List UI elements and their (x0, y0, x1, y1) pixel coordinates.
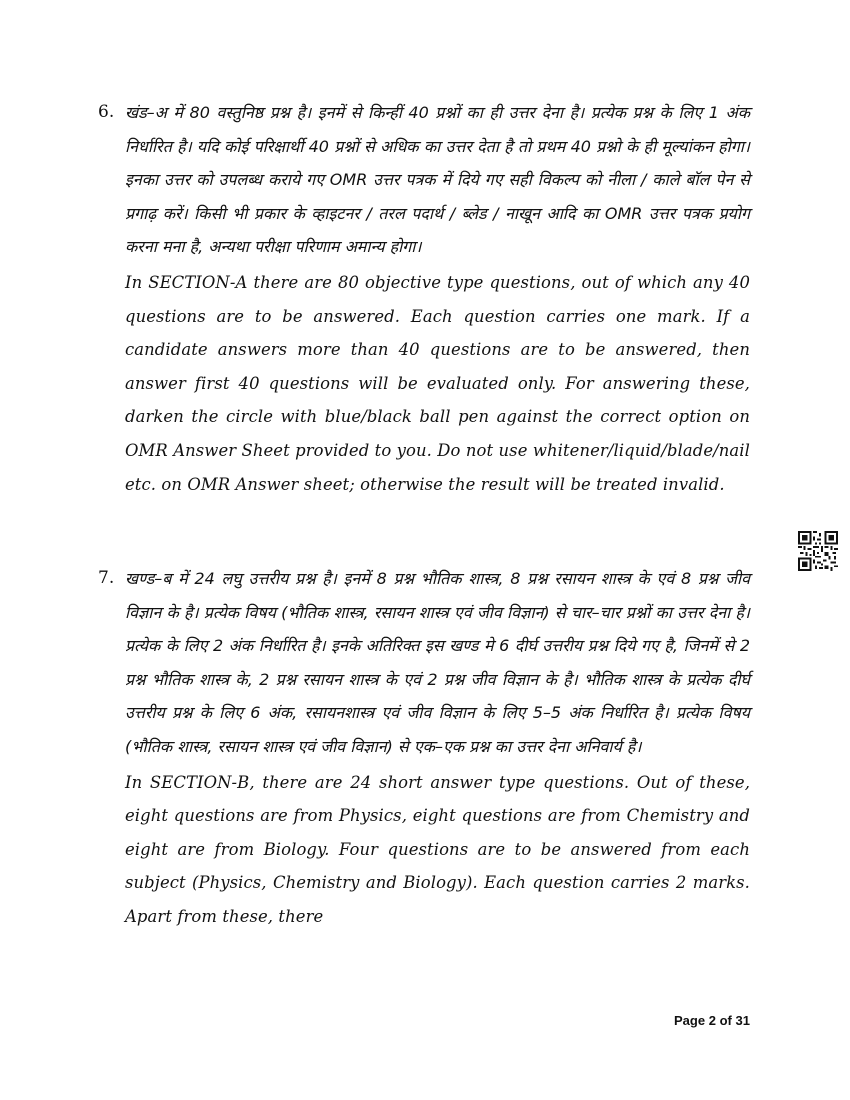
item-number: 7. (98, 568, 115, 588)
hindi-paragraph: खण्ड–ब में 24 लघु उत्तरीय प्रश्न है। इनमें 8 प्रश्न भौतिक शास्त्र, 8 प्रश्न रसायन शास्त्र के एवं 8 प्रश्न जीव विज्ञान के है। प्रत्येक विषय (भौतिक शास्त्र, रसायन शास्त्र एवं जीव विज्ञान) से चार–चार प्रश्नों का उत्तर देना है। प्रत्येक के लिए 2 अंक निर्धारित है। इनके अतिरिक्त इस खण्ड मे 6 दीर्घ उत्तरीय प्रश्न दिये गए है, जिनमें से 2 प्रश्न भौतिक शास्त्र के, 2 प्रश्न रसायन शास्त्र के एवं 2 प्रश्न जीव विज्ञान के है। भौतिक शास्त्र के प्रत्येक दीर्घ उत्तरीय प्रश्न के लिए 6 अंक, रसायनशास्त्र एवं जीव विज्ञान के लिए 5–5 अंक निर्धारित है। प्रत्येक विषय (भौतिक शास्त्र, रसायन शास्त्र एवं जीव विज्ञान) से एक–एक प्रश्न का उत्तर देना अनिवार्य है। (125, 569, 750, 756)
hindi-paragraph: खंड–अ में 80 वस्तुनिष्ठ प्रश्न है। इनमें से किन्हीं 40 प्रश्नों का ही उत्तर देना है। प्रत्येक प्रश्न के लिए 1 अंक निर्धारित है। यदि कोई परिक्षार्थी 40 प्रश्नों से अधिक का उत्तर देता है तो प्रथम 40 प्रश्नो के ही मूल्यांकन होगा। इनका उत्तर को उपलब्ध कराये गए OMR उत्तर पत्रक में दिये गए सही विकल्प को नीला / काले बॉल पेन से प्रगाढ़ करें। किसी भी प्रकार के व्हाइटनर / तरल पदार्थ / ब्लेड / नाखून आदि का OMR उत्तर पत्रक प्रयोग करना मना है, अन्यथा परीक्षा परिणाम अमान्य होगा। (125, 103, 750, 257)
item-number: 6. (98, 102, 115, 122)
page-number-footer (674, 1013, 750, 1028)
item-body (125, 562, 750, 934)
page-label: Page (674, 1013, 706, 1028)
item-body (125, 96, 750, 501)
page-current: 2 (708, 1013, 716, 1028)
page-total: 31 (735, 1013, 750, 1028)
qr-code-icon (798, 531, 838, 571)
english-paragraph: In SECTION-B, there are 24 short answer type questions. Out of these, eight questions are from Physics, eight questions are from Chemistry and eight are from Biology. Four questions are to be answered from each subject (Physics, Chemistry and Biology). Each question carries 2 marks. Apart from these, there (125, 772, 750, 926)
page-of-label: of (719, 1013, 732, 1028)
english-paragraph: In SECTION-A there are 80 objective type questions, out of which any 40 questions are to be answered. Each question carries one mark. If a candidate answers more than 40 questions are to be answered, then answer first 40 questions will be evaluated only. For answering these, darken the circle with blue/black ball pen against the correct option on OMR Answer Sheet provided to you. Do not use whitener/liquid/blade/nail etc. on OMR Answer sheet; otherwise the result will be treated invalid. (125, 272, 750, 494)
